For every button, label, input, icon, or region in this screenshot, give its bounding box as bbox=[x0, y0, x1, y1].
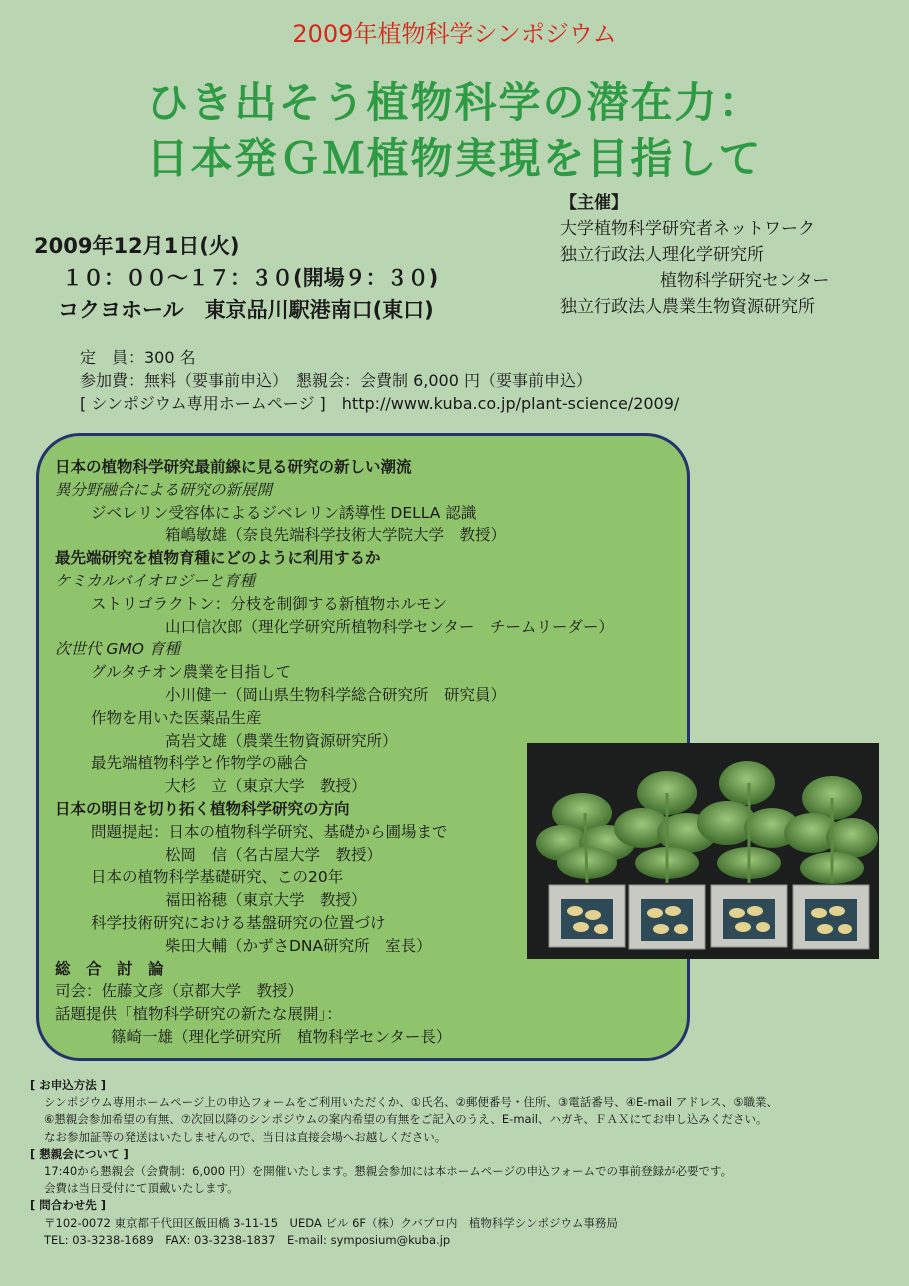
program-talk: 最先端植物科学と作物学の融合 bbox=[91, 754, 309, 773]
notes-text: TEL: 03-3238-1689 FAX: 03-3238-1837 E-mail: symposium@kuba.jp bbox=[44, 1232, 451, 1247]
organizer-line: 独立行政法人農業生物資源研究所 bbox=[560, 297, 815, 317]
homepage-link[interactable]: [ シンポジウム専用ホームページ ] http://www.kuba.co.jp/plant-science/2009/ bbox=[80, 394, 680, 413]
program-plain: 話題提供「植物科学研究の新たな展開」： bbox=[55, 1005, 342, 1024]
program-talk: 作物を用いた医薬品生産 bbox=[91, 708, 262, 727]
organizer-line: 独立行政法人理化学研究所 bbox=[560, 245, 764, 265]
program-speaker2: 篠崎一雄（理化学研究所 植物科学センター長） bbox=[111, 1027, 452, 1046]
notes-heading: [ お申込方法 ] bbox=[30, 1078, 107, 1092]
organizers bbox=[560, 190, 829, 320]
program-sec: 最先端研究を植物育種にどのように利用するか bbox=[55, 549, 381, 568]
notes-text: ⑥懇親会参加希望の有無、⑦次回以降のシンポジウムの案内希望の有無をご記入のうえ、E-mail、ハガキ、ＦＡＸにてお申し込みください。 bbox=[44, 1112, 768, 1127]
plants-in-pots-image bbox=[527, 743, 879, 959]
program-sub: 異分野融合による研究の新展開 bbox=[55, 480, 273, 499]
event-venue: コクヨホール 東京品川駅港南口(東口) bbox=[58, 298, 434, 322]
program-talk: 日本の植物科学基礎研究、この20年 bbox=[91, 868, 344, 887]
notes-heading: [ 問合わせ先 ] bbox=[30, 1198, 107, 1213]
event-time: １０：００～１７：３０(開場９：３０) bbox=[62, 266, 439, 290]
program-speaker: 松岡 信（名古屋大学 教授） bbox=[165, 845, 383, 864]
notes-heading: [ 懇親会について ] bbox=[30, 1146, 129, 1161]
program-sec: 総 合 討 論 bbox=[55, 959, 164, 978]
notes-text: なお参加証等の発送はいたしませんので、当日は直接会場へお越しください。 bbox=[44, 1129, 447, 1144]
application-notes bbox=[30, 1077, 778, 1249]
organizers-heading: 【主催】 bbox=[560, 193, 628, 213]
participation-info bbox=[80, 346, 679, 415]
notes-text: 17:40から懇親会（会費制：6,000 円）を開催いたします。懇親会参加には本ホームページの申込フォームでの事前登録が必要です。 bbox=[44, 1164, 733, 1179]
title-line-1: ひき出そう植物科学の潜在力： bbox=[146, 78, 763, 127]
program-talk: ストリゴラクトン：分枝を制御する新植物ホルモン bbox=[91, 594, 448, 613]
program-speaker: 高岩文雄（農業生物資源研究所） bbox=[165, 731, 398, 750]
program-speaker: 山口信次郎（理化学研究所植物科学センター チームリーダー） bbox=[165, 617, 614, 636]
organizer-line: 植物科学研究センター bbox=[660, 271, 830, 291]
notes-text: シンポジウム専用ホームページ上の申込フォームをご利用いただくか、①氏名、②郵便番号・住所、③電話番号、④E-mail アドレス、⑤職業、 bbox=[44, 1095, 779, 1110]
program-talk: グルタチオン農業を目指して bbox=[91, 663, 292, 682]
event-details bbox=[34, 230, 438, 326]
program-sec: 日本の明日を切り拓く植物科学研究の方向 bbox=[55, 799, 350, 818]
program-talk: ジベレリン受容体によるジベレリン誘導性 DELLA 認識 bbox=[91, 503, 477, 522]
notes-text: 会費は当日受付にて頂戴いたします。 bbox=[44, 1181, 239, 1196]
notes-text: 〒102-0072 東京都千代田区飯田橋 3-11-15 UEDA ビル 6F（株）クバプロ内 植物科学シンポジウム事務局 bbox=[44, 1215, 618, 1230]
program-speaker: 大杉 立（東京大学 教授） bbox=[165, 777, 367, 796]
plant-photo bbox=[527, 743, 879, 959]
organizer-line: 大学植物科学研究者ネットワーク bbox=[560, 219, 815, 239]
program-speaker: 箱嶋敏雄（奈良先端科学技術大学院大学 教授） bbox=[165, 526, 507, 545]
program-sec: 日本の植物科学研究最前線に見る研究の新しい潮流 bbox=[55, 458, 412, 476]
symposium-subtitle: 2009年植物科学シンポジウム bbox=[292, 20, 617, 48]
capacity: 定 員：300 名 bbox=[80, 348, 196, 367]
title-line-2: 日本発ＧＭ植物実現を目指して bbox=[146, 134, 763, 183]
program-sub: ケミカルバイオロジーと育種 bbox=[55, 571, 255, 590]
event-date: 2009年12月1日(火) bbox=[34, 234, 240, 258]
program-talk: 科学技術研究における基盤研究の位置づけ bbox=[91, 913, 386, 932]
program-talk: 問題提起：日本の植物科学研究、基礎から圃場まで bbox=[91, 822, 448, 841]
program-speaker: 福田裕穂（東京大学 教授） bbox=[165, 891, 367, 910]
fee: 参加費：無料（要事前申込） 懇親会：会費制 6,000 円（要事前申込） bbox=[80, 371, 592, 390]
program-speaker: 柴田大輔（かずさDNA研究所 室長） bbox=[165, 936, 432, 955]
program-plain: 司会：佐藤文彦（京都大学 教授） bbox=[55, 982, 304, 1001]
program-speaker: 小川健一（岡山県生物科学総合研究所 研究員） bbox=[165, 685, 507, 704]
program-sub: 次世代 GMO 育種 bbox=[55, 640, 180, 659]
